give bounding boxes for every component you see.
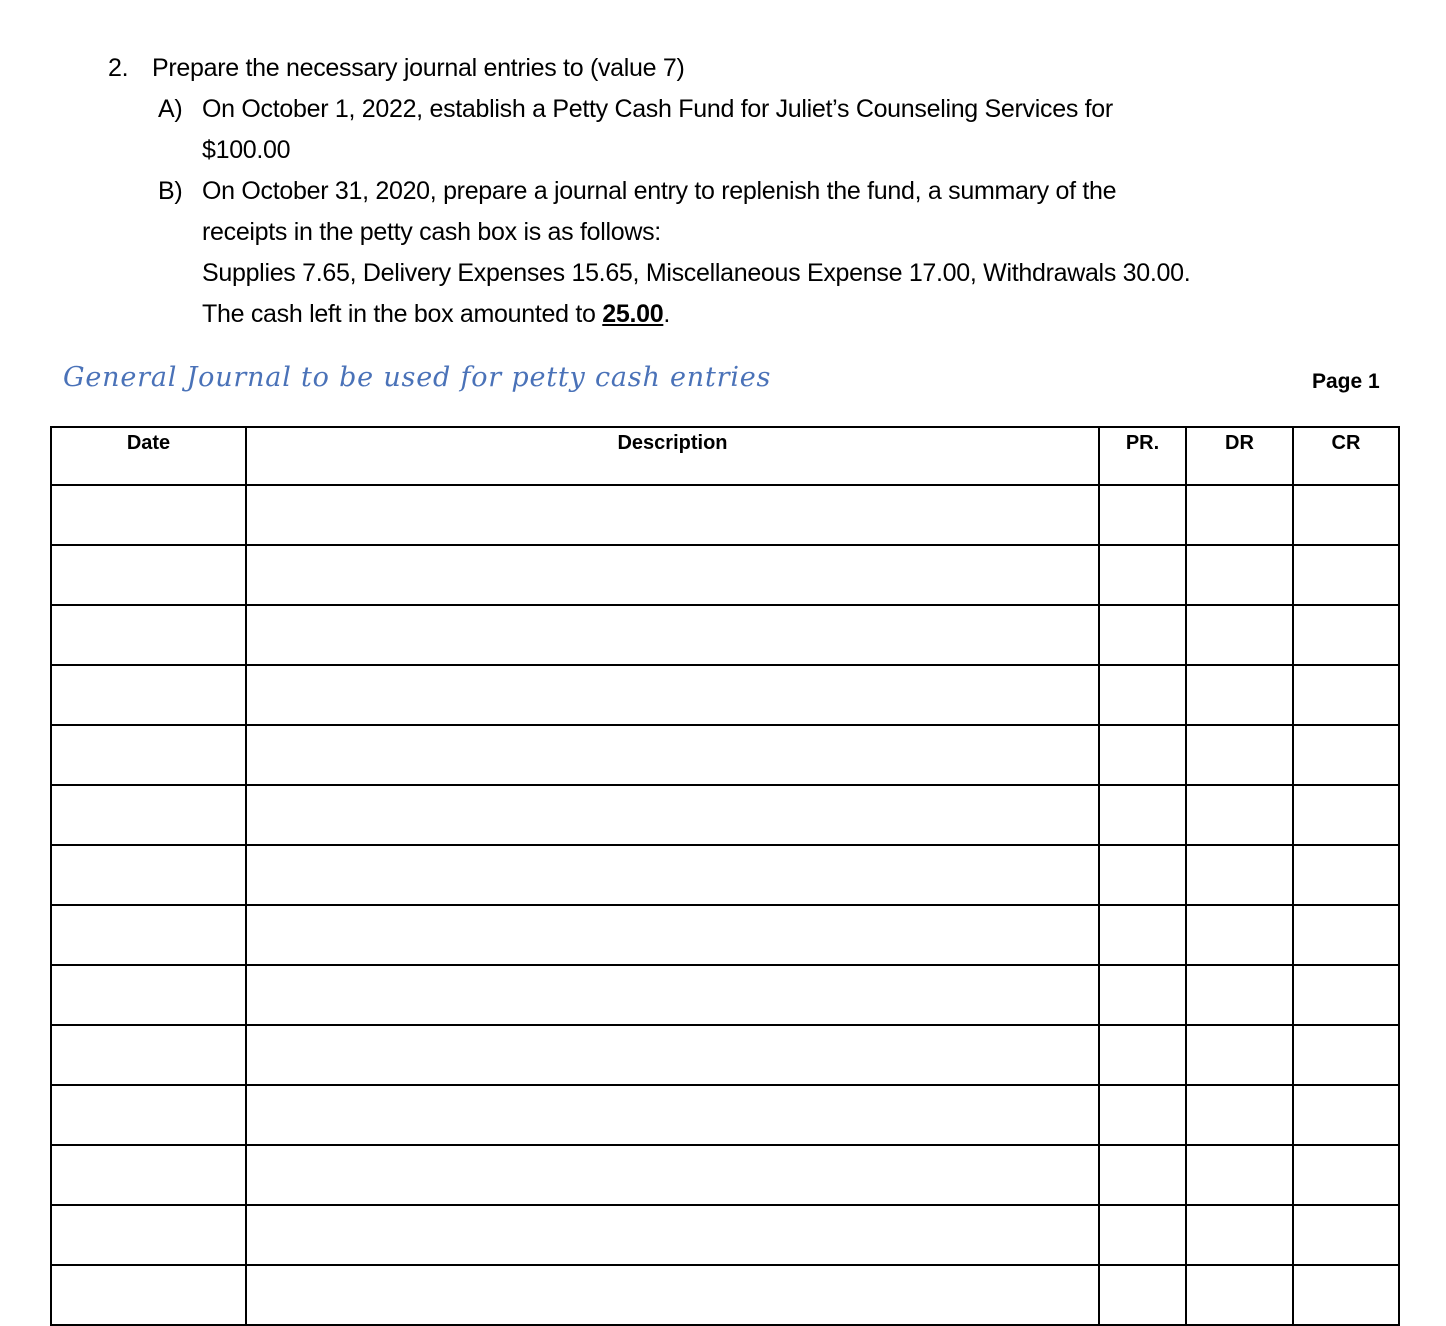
journal-cell-description[interactable] — [246, 965, 1099, 1025]
journal-cell-cr[interactable] — [1293, 785, 1399, 845]
journal-cell-date[interactable] — [51, 605, 246, 665]
question-number: 2. — [108, 54, 129, 82]
journal-cell-dr[interactable] — [1186, 965, 1293, 1025]
table-row — [51, 1265, 1399, 1325]
journal-cell-cr[interactable] — [1293, 905, 1399, 965]
part-b-text-4-suffix: . — [663, 300, 670, 328]
journal-cell-cr[interactable] — [1293, 725, 1399, 785]
table-row — [51, 665, 1399, 725]
journal-cell-description[interactable] — [246, 545, 1099, 605]
table-row — [51, 1145, 1399, 1205]
journal-cell-cr[interactable] — [1293, 605, 1399, 665]
journal-cell-date[interactable] — [51, 1145, 246, 1205]
journal-cell-date[interactable] — [51, 965, 246, 1025]
journal-cell-cr[interactable] — [1293, 965, 1399, 1025]
journal-cell-pr[interactable] — [1099, 485, 1186, 545]
journal-cell-description[interactable] — [246, 725, 1099, 785]
journal-cell-dr[interactable] — [1186, 725, 1293, 785]
part-b-text-2: receipts in the petty cash box is as follows: — [202, 218, 661, 246]
question-intro-line — [108, 48, 1358, 89]
journal-cell-cr[interactable] — [1293, 485, 1399, 545]
journal-body — [51, 485, 1399, 1325]
journal-cell-description[interactable] — [246, 1085, 1099, 1145]
journal-cell-description[interactable] — [246, 845, 1099, 905]
journal-cell-cr[interactable] — [1293, 545, 1399, 605]
journal-cell-pr[interactable] — [1099, 965, 1186, 1025]
journal-cell-date[interactable] — [51, 1205, 246, 1265]
table-row — [51, 1085, 1399, 1145]
journal-cell-cr[interactable] — [1293, 1145, 1399, 1205]
part-b-text-4-prefix: The cash left in the box amounted to — [202, 300, 603, 328]
part-a-text-1: On October 1, 2022, establish a Petty Cash Fund for Juliet’s Counseling Services for — [202, 95, 1113, 123]
cash-left-amount: 25.00 — [602, 300, 664, 328]
page-number: Page 1 — [1312, 370, 1380, 393]
journal-cell-date[interactable] — [51, 905, 246, 965]
journal-cell-dr[interactable] — [1186, 785, 1293, 845]
journal-cell-pr[interactable] — [1099, 1205, 1186, 1265]
journal-cell-cr[interactable] — [1293, 845, 1399, 905]
table-row — [51, 965, 1399, 1025]
journal-cell-pr[interactable] — [1099, 1085, 1186, 1145]
journal-cell-date[interactable] — [51, 1025, 246, 1085]
journal-cell-date[interactable] — [51, 665, 246, 725]
column-header-cr: CR — [1293, 427, 1399, 485]
journal-cell-dr[interactable] — [1186, 485, 1293, 545]
journal-cell-cr[interactable] — [1293, 1025, 1399, 1085]
question-block — [108, 48, 1358, 335]
journal-title: General Journal to be used for petty cash entries — [63, 362, 772, 393]
column-header-pr: PR. — [1099, 427, 1186, 485]
table-row — [51, 605, 1399, 665]
journal-cell-cr[interactable] — [1293, 1265, 1399, 1325]
journal-cell-description[interactable] — [246, 1025, 1099, 1085]
journal-cell-cr[interactable] — [1293, 665, 1399, 725]
column-header-dr: DR — [1186, 427, 1293, 485]
journal-cell-date[interactable] — [51, 845, 246, 905]
part-a-line-2 — [108, 130, 1358, 171]
table-row — [51, 485, 1399, 545]
journal-cell-dr[interactable] — [1186, 1145, 1293, 1205]
journal-cell-pr[interactable] — [1099, 725, 1186, 785]
journal-cell-pr[interactable] — [1099, 1265, 1186, 1325]
part-b-label: B) — [158, 177, 183, 205]
table-row — [51, 905, 1399, 965]
journal-cell-dr[interactable] — [1186, 1025, 1293, 1085]
journal-cell-pr[interactable] — [1099, 905, 1186, 965]
journal-cell-dr[interactable] — [1186, 1265, 1293, 1325]
part-b-text-1: On October 31, 2020, prepare a journal entry to replenish the fund, a summary of the — [202, 177, 1117, 205]
journal-cell-date[interactable] — [51, 545, 246, 605]
journal-cell-description[interactable] — [246, 605, 1099, 665]
journal-cell-pr[interactable] — [1099, 605, 1186, 665]
table-row — [51, 1205, 1399, 1265]
part-b-line-1 — [108, 171, 1358, 212]
journal-cell-pr[interactable] — [1099, 785, 1186, 845]
table-row — [51, 545, 1399, 605]
journal-cell-description[interactable] — [246, 1145, 1099, 1205]
journal-header-row — [51, 427, 1399, 485]
general-journal-table — [50, 426, 1400, 1326]
part-b-line-3 — [108, 253, 1358, 294]
journal-cell-date[interactable] — [51, 1085, 246, 1145]
journal-cell-dr[interactable] — [1186, 545, 1293, 605]
journal-cell-cr[interactable] — [1293, 1085, 1399, 1145]
table-row — [51, 1025, 1399, 1085]
column-header-description: Description — [246, 427, 1099, 485]
journal-cell-cr[interactable] — [1293, 1205, 1399, 1265]
journal-cell-description[interactable] — [246, 1205, 1099, 1265]
table-row — [51, 845, 1399, 905]
journal-cell-pr[interactable] — [1099, 545, 1186, 605]
part-b-line-4 — [108, 294, 1358, 335]
journal-cell-pr[interactable] — [1099, 665, 1186, 725]
journal-cell-date[interactable] — [51, 785, 246, 845]
column-header-date: Date — [51, 427, 246, 485]
table-row — [51, 725, 1399, 785]
journal-cell-date[interactable] — [51, 1265, 246, 1325]
journal-cell-dr[interactable] — [1186, 1085, 1293, 1145]
journal-cell-description[interactable] — [246, 485, 1099, 545]
journal-cell-dr[interactable] — [1186, 665, 1293, 725]
journal-cell-pr[interactable] — [1099, 1025, 1186, 1085]
journal-cell-pr[interactable] — [1099, 845, 1186, 905]
journal-cell-description[interactable] — [246, 1265, 1099, 1325]
journal-cell-pr[interactable] — [1099, 1145, 1186, 1205]
journal-cell-dr[interactable] — [1186, 845, 1293, 905]
journal-cell-description[interactable] — [246, 665, 1099, 725]
question-intro: Prepare the necessary journal entries to (value 7) — [152, 54, 685, 82]
journal-cell-description[interactable] — [246, 785, 1099, 845]
part-a-line-1 — [108, 89, 1358, 130]
journal-cell-description[interactable] — [246, 905, 1099, 965]
part-a-label: A) — [158, 95, 183, 123]
part-a-text-2: $100.00 — [202, 136, 291, 164]
journal-cell-dr[interactable] — [1186, 1205, 1293, 1265]
part-b-line-2 — [108, 212, 1358, 253]
journal-cell-dr[interactable] — [1186, 905, 1293, 965]
journal-cell-date[interactable] — [51, 485, 246, 545]
table-row — [51, 785, 1399, 845]
journal-cell-dr[interactable] — [1186, 605, 1293, 665]
journal-cell-date[interactable] — [51, 725, 246, 785]
part-b-text-3: Supplies 7.65, Delivery Expenses 15.65, Miscellaneous Expense 17.00, Withdrawals 30.00. — [202, 259, 1191, 287]
